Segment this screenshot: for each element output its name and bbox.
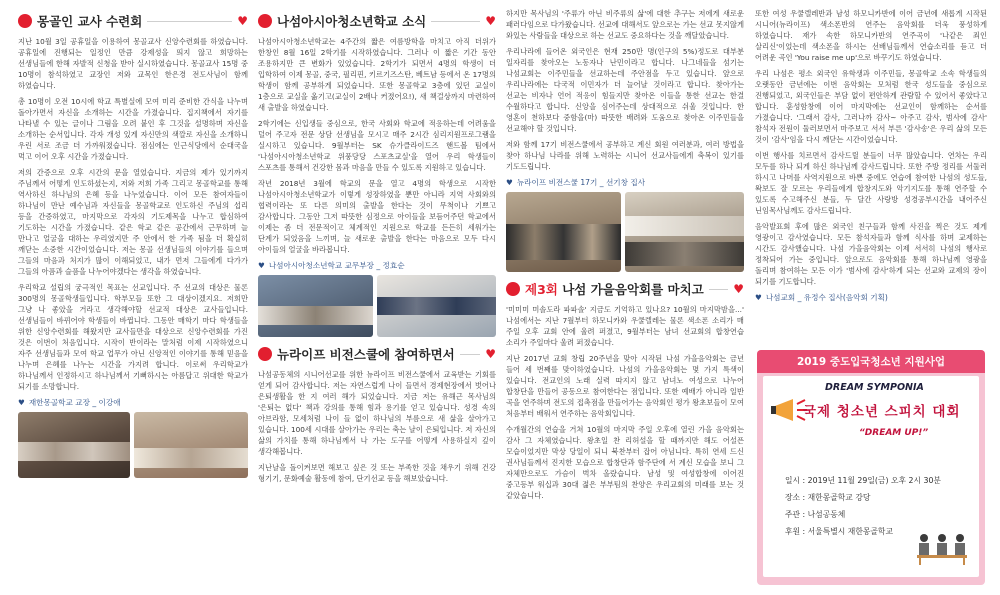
poster-slogan: “DREAM UP!” xyxy=(859,428,929,438)
paragraph: 지난 2017년 교회 창립 20주년을 맞아 시작된 나섬 가을음악회는 금년 들어 세 번째를 맞이하였습니다. 나섬의 가을음악회는 몇 가지 특색이 있습니다. 전교인의 노래 실력 따지지 않고 남녀노 여성으로 나누어 합창단을 만들어 공동으로 참여한다는 점입니다. 또한 예배가 아니라 일반 곡을 연주하며 전도의 접촉점을 만들어가는 음악회인 평가 왕초보들이 모여 처음부터 배워서 연주하는 음악회입니다. xyxy=(506,354,744,418)
signature-text: 나섬아시아청소년학교 교무부장 _ 정효순 xyxy=(268,261,405,270)
signature xyxy=(18,397,248,408)
paragraph: 우리학교 설립의 궁극적인 목표는 선교입니다. 주 선교의 대상은 물론 300명의 몽골학생들입니다. 학부모들 또한 그 대상이겠지요. 저희만 그냥 나 좋았을 거라고 생각해야할 선교적 대상은 교사들입니다. 선생님들이 바뀌어야 학생들이 바뀝니다. 그동안 매학기 마다 학생들을 위한 신앙수련회를 해왔지만 교사들만을 대상으로 신앙수련회를 가진 것은 이번이 처음입니다. 시작이 반이라는 말처럼 이제 시작하였으니 자주 선생님들과 모여 학교 업무가 아닌 신앙적인 이야기를 통해 믿음을 나누며 은혜를 나누는 시간을 가지려 합니다. 이로써 우리학교가 하나님께서 인정하시고 하나님께서 기뻐하시는 아름답고 위대한 학교가 되기를 소망합니다. xyxy=(18,283,248,391)
poster-band: 2019 중도입국청소년 지원사업 xyxy=(757,350,985,373)
paragraph: 지난날을 돌이켜보면 해보고 싶은 것 또는 부족한 것을 채우기 위해 건강 형기기, 문화예술 활동에 참여, 단기선교 등을 해보았습니다. xyxy=(258,463,496,483)
meeting-photo xyxy=(134,412,248,478)
poster-date: 일시 : 2019년 11월 29일(금) 오후 2시 30분 xyxy=(785,476,941,485)
paragraph: 작년 2018년 3월에 학교의 문을 열고 4명의 학생으로 시작한 나섬아시아청소년학교가 이렇게 성장하였을 뿐만 아니라 지역 사회와의 협력이라는 또 다른 의미의 출발을 한다는 것이 무척이나 기쁘고 감사합니다. 그동안 그저 따뜻한 심정으로 아이들을 보듬어주던 학교에서 이제는 좀 더 전문적이고 체계적인 지원으로 학교를 든든히 세워가는 단계가 되었음을 느끼며, 늘 새로운 출발을 한다는 마음으로 모두 다시 아이들의 얼굴을 바라봅니다. xyxy=(258,179,496,254)
heart-icon: ♥ xyxy=(485,14,496,28)
heart-icon: ♥ xyxy=(18,398,25,407)
bullet-circle-icon xyxy=(18,14,32,28)
paragraph: 2학기에는 신입생들 중심으로, 한국 사회와 학교에 적응하는데 어려움을 덜어 주고자 전문 상담 선생님을 모시고 매주 2시간 심리지원프로그램을 실시하고 있습니다. 9월부터는 SK 슈가클라이드즈 핸드볼 팀에서 '나섬아시아청소년학교 위풍당당 스포츠교실'을 열어 우리 학생들이 스포츠를 통해서 건강한 몸과 마음을 만들 수 있도록 지원하고 있습니다. xyxy=(258,119,496,172)
heart-icon: ♥ xyxy=(755,293,762,302)
section-header-teacher-retreat xyxy=(18,12,248,30)
section-header-autumn-concert xyxy=(506,280,744,298)
bullet-circle-icon xyxy=(506,282,520,296)
concert-title: 나섬 가을음악회를 마치고 xyxy=(557,282,704,297)
poster-info xyxy=(785,472,941,540)
section-title: 뉴라이프 비전스쿨에 참여하면서 xyxy=(277,347,455,362)
paragraph: 음악발표회 후에 많은 외국인 친구들과 함께 사진을 찍은 것도 제게 영광이고 감사였습니다. 모든 참석자들과 함께 식사를 하며 교제하는 시간도 감사했습니다. 나섬 가을음악회는 이제 서서히 나섬의 행사로 정착되어 가는 중입니다. 앞으로도 음악회를 통해 하나님께 영광을 돌리며 참여하는 모든 이가 '범사에 감사'하게 되는 선교와 교제의 장이 되기를 기도합니다. xyxy=(755,222,987,286)
audience-icon xyxy=(915,531,969,565)
classroom-photo xyxy=(258,275,373,337)
signature xyxy=(258,260,496,271)
divider xyxy=(709,289,728,290)
paragraph: 저와 함께 17기 비전스쿨에서 공부하고 계신 회원 여러분과, 여러 방법을 찾아 하나님 나라를 위해 노력하는 시니어 선교사들에게 축복이 있기를 기도드립니다. xyxy=(506,140,744,171)
speech-contest-poster xyxy=(757,350,985,585)
column-3 xyxy=(506,8,744,591)
paragraph: 우리나라에 들어온 외국인은 현재 250만 명(인구의 5%)정도로 대부분 일자리를 찾아오는 노동자나 난민이라고 합니다. 나그네들을 섬기는 나섬교회는 이주민들을 선교하는데 주안점을 두고 있습니다. 앞으로 우리나라에는 다국적 이민자가 더 늘어날 것이라고 합니다. 찾아가는 선교는 비자나 언어 적응이 힘들지만 찾아온 이들을 통한 선교는 한결 수월하다고 합니다. 신앙을 심어주는데 상대적으로 쉬울 것입니다. 한 영혼이 천하보다 중함을(마) 따뜻한 배려와 도움으로 찾아온 이주민들을 선교해야 할 것입니다. xyxy=(506,47,744,133)
signature xyxy=(506,177,744,188)
paragraph: 하지만 목사님의 '주류가 아닌 비주류의 삶'에 대한 추구는 저에게 새로운 패러다임으로 다가왔습니다. 선교에 대해서도 앞으로는 가는 선교 못지않게 와있는 사람들을 대상으로 하는 선교도 중요하다는 것을 깨달았습니다. xyxy=(506,9,744,40)
heart-icon: ♥ xyxy=(485,347,496,361)
section-title xyxy=(525,280,704,298)
paragraph: 나섬공동체의 시니어선교를 위한 뉴라이프 비전스쿨에서 교육받는 기회를 얻게 되어 감사합니다. 저는 자연스럽게 나이 들면서 경제현장에서 벗어나 은퇴생활을 한 지 여러 해가 되었습니다. 지금 저는 유해근 목사님의 '은퇴는 없다' 책과 강의를 통해 힘과 용기를 얻고 있습니다. 성경 속의 아브라함, 모세처럼 나이 들 없이 하나님의 부름으로 새 삶을 살아가고 있습니다. 100세 시대를 살아가는 우리는 축는 날이 은퇴입니다. 저 자신의 삶의 가치를 통해 하나님께서 나 가는 도구를 어떻게 사용하실지 깊이 생각해봅니다. xyxy=(258,370,496,456)
divider xyxy=(460,354,480,355)
signature-text: 뉴라이프 비전스쿨 17기 _ 선기창 집사 xyxy=(516,178,646,187)
bullet-circle-icon xyxy=(258,14,272,28)
poster-title: 국제 청소년 스피치 대회 xyxy=(803,404,961,420)
poster-host: 주관 : 나섬공동체 xyxy=(785,510,846,519)
column-4 xyxy=(755,8,987,591)
vision-school-group-photo xyxy=(506,192,621,272)
divider xyxy=(431,21,480,22)
heart-icon: ♥ xyxy=(237,14,248,28)
heart-icon: ♥ xyxy=(506,178,513,187)
paragraph: 수개월간의 연습을 거쳐 10월의 마지막 주일 오후에 열린 가을 음악회는 감사 그 자체였습니다. 왕초일 찬 리허설을 할 때까지만 해도 어설픈 모습이었지만 막상 당일이 되니 북찬부터 잡어 아님니다. 특히 연세 드신 권사님들께서 진지한 모습으로 합창단과 함주단에 서 계신 모습을 보니 그 자체만으로도 가슴이 벅차 올랐습니다. 남성 및 여성합창에 이어진 중고등부 워십과 30대 젊은 부부팀의 찬양은 우리교회의 미래를 보는 것 같았습니다. xyxy=(506,425,744,500)
signature-text: 재한몽골학교 교장 _ 이강애 xyxy=(28,398,121,407)
bullet-circle-icon xyxy=(258,347,272,361)
section-header-youth-school xyxy=(258,12,496,30)
poster-place: 장소 : 재한몽골학교 강당 xyxy=(785,493,871,502)
paragraph: 또한 여성 우쿨렐레반과 남성 하모니카반에 이어 금년에 새롭게 시작된 시니어(뉴라이프) 색소폰반의 연주는 음악회를 더욱 풍성하게 하였습니다. 재가 속한 하모니카반의 연주곡이 '나같은 죄인 살리신'이었는데 색소폰을 하시는 선배님들께서 연습소리를 듣고 더 어려운 곡인 'You raise me up'으로 바꾸기도 하였습니다. xyxy=(755,9,987,62)
heart-icon: ♥ xyxy=(258,261,265,270)
poster-subtitle: DREAM SYMPONIA xyxy=(825,382,924,393)
poster-sponsor: 후원 : 서울특별시 재한몽골학교 xyxy=(785,527,893,536)
signature-text: 나섬교회 _ 유정수 집사(음악회 기획) xyxy=(765,293,888,302)
concert-number: 제3회 xyxy=(525,282,558,297)
paragraph: 우리 나섬은 평소 외국인 유학생과 이주민들, 몽골학교 소속 학생들의 오랫동안 금년에는 이번 음악회는 모처럼 한국 성도들을 중심으로 진행되었고, 외국인들은 부담 없이 편안하게 관람할 수 있어서 좋았다고 합니다. 훈성함창에 이어 마지막에는 선교인이 함께하는 순서를 가졌습니다. '그래서 감사, 그러나까 감사~ 아주고 감사, 범사에 감사' 참석자 전원이 둘러보면서 마주보고 서서 부른 '감사송'은 우리 삶의 모든 것이 '감사'임을 다시 깨닫는 시간이었습니다. xyxy=(755,69,987,144)
column-1 xyxy=(18,8,248,591)
paragraph: 저의 간증으로 오후 시간의 문을 열었습니다. 지금의 제가 있기까지 주님께서 어떻게 인도하셨는지, 저와 저희 가족 그리고 몽골학교를 통해 역사하신 하나님의 은혜 등을 나누었습니다. 이어 모든 참여자들이 하나님이 만난 예수님과 자신들을 몽골학교로 인도하신 주님의 섭리 등을 간증하였고, 마지막으로 각자의 기도제목을 나누고 합심하여 기도하는 시간을 가졌습니다. 같은 학교 같은 공간에서 근무하며 늘 만나고 얼굴을 대하는 우리였지만 주 안에서 한 가족 됨을 더 확실히 깨닫는 소중한 시간이었습니다. 저는 몽골 선생님들의 이야기를 들으며 그들의 마음과 처지가 많이 이해되었고, 내가 먼저 그들에게 다가가 그들의 아픔과 슬픔을 나누어야겠다는 생각을 하였습니다. xyxy=(18,168,248,276)
paragraph: '미미미 미솔도라 파파솔' 지금도 기억하고 있나요? 10월의 마지막밤을...' 나섬에서는 지난 7월부터 하모니카와 우쿨렐레는 물론 색소폰 소리가 매 주일 오후 교회 안에 울려 퍼졌고, 9월부터는 남녀 선교회의 합창연습 소리가 주일마다 울려 퍼졌습니다. xyxy=(506,305,744,347)
section-title: 나섬아시아청소년학교 소식 xyxy=(277,14,427,29)
paragraph: 이번 행사를 치르면서 감사드릴 분들이 너무 많았습니다. 연차는 우리 모두를 하나 되게 하신 하나님께 감사드립니다. 또한 주방 정리를 서둘러 하시고 나머를 사역지원으로 바쁜 중에도 연습에 참여한 나섬의 성도들, 왁보도 잘 모르는 우리들에게 합창지도와 악기지도를 통해 연주할 수 있도록 수고해주신 분들, 두 달간 사랑방 성경공부시간을 내어주신 닌임목사님께도 감사드립니다. xyxy=(755,151,987,215)
signature xyxy=(755,292,987,303)
students-photo xyxy=(377,275,496,337)
column-2 xyxy=(258,8,496,591)
heart-icon: ♥ xyxy=(733,282,744,296)
paragraph: 총 10명이 오전 10시에 학교 특별실에 모여 미리 준비한 간식을 나누며 돌아가면서 자신을 소개하는 시간을 가졌습니다. 집지책에서 자기를 나타낼 수 있는 글이나 그림을 오려 붙인 후 그것을 설명하며 자신을 소개하는 순서입니다. 각자 개성 있게 자신만의 색깔로 자신을 소개하니 우린 서로 조금 더 가까워졌습니다. 점심에는 인근식당에서 순대국을 먹고 이어 오후 시간을 가졌습니다. xyxy=(18,97,248,161)
vision-school-class-photo xyxy=(625,192,744,272)
divider xyxy=(147,21,232,22)
paragraph: 나섬아시아청소년학교는 4주간의 짧은 여름방학을 마치고 아직 더위가 한창인 8월 16일 2학기를 시작하였습니다. 그러나 이 짧은 기간 동안 조용하지만 큰 변화가 있었습니다. 2학기가 되면서 4명의 학생이 더 입학하여 이제 몽골, 중국, 필리핀, 키르기즈스탄, 베트남 등에서 온 17명의 학생이 함께 공부하게 되었습니다. 또한 몽골학교 3층에 있던 교실이 1층으로 교실을 옮기고(교실이 2배나 커졌어요!), 새 책걸상까지 마련하여 새 출발을 하였습니다. xyxy=(258,37,496,112)
section-title: 몽골인 교사 수련회 xyxy=(37,14,143,29)
group-photo xyxy=(18,412,130,478)
section-header-vision-school xyxy=(258,345,496,363)
paragraph: 지난 10월 3일 공휴일을 이용하여 몽골교사 신앙수련회를 하였습니다. 공휴일에 진행되는 일정인 만큼 강제성을 띄지 않고 희망하는 선생님들에 한해 자발적 신청을 받아 실시하였습니다. 몽골교사 15명 중 10명이 참석하였고 교장인 저와 교목인 한은경 전도사님이 함께 하였습니다. xyxy=(18,37,248,90)
poster-inner xyxy=(763,376,979,577)
